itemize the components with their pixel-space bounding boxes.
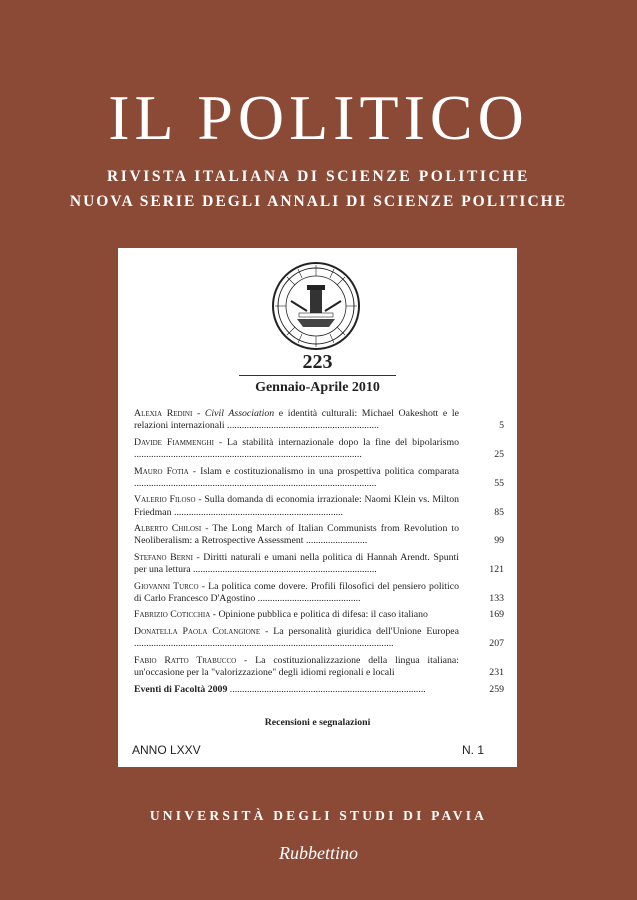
toc-author: Mauro Fotia: [134, 465, 189, 477]
toc-title: La politica come dovere. Profili filosofici del pensiero politico di Carlo Francesco D'Agostino: [134, 580, 459, 604]
toc-page: 5: [499, 420, 504, 432]
volume-year: ANNO LXXV: [132, 743, 201, 757]
toc-page: 133: [489, 592, 504, 604]
toc-title: Sulla domanda di economia irrazionale: Naomi Klein vs. Milton Friedman: [134, 494, 459, 518]
toc-page: 85: [494, 506, 504, 518]
reviews-heading: Recensioni e segnalazioni: [264, 717, 371, 728]
toc-title: Opinione pubblica e politica di difesa: il caso italiano: [218, 609, 428, 621]
contents-panel: [118, 248, 517, 767]
table-of-contents: [134, 408, 504, 700]
toc-author: Fabio Ratto Trabucco: [134, 654, 237, 666]
toc-author: Alberto Chilosi: [134, 523, 202, 535]
university-name: UNIVERSITÀ DEGLI STUDI DI PAVIA: [149, 808, 488, 823]
publisher-name: Rubbettino: [279, 843, 358, 863]
issue-date: Gennaio-Aprile 2010: [255, 380, 380, 395]
toc-entry: Davide Fiammenghi - La stabilità internazionale dopo la fine del bipolarismo ............................................................................................. 25: [134, 436, 504, 461]
toc-entry: Alberto Chilosi - The Long March of Italian Communists from Revolution to Neoliberalism: a Retrospective Assessment ......................... 99: [134, 523, 504, 547]
university-seal-icon: [271, 261, 361, 351]
toc-title-italic: Civil Association: [204, 408, 275, 419]
toc-entry: Mauro Fotia - Islam e costituzionalismo in una prospettiva politica comparata ................................................................................................... 55: [134, 465, 504, 489]
toc-page: 259: [489, 683, 504, 695]
toc-page: 231: [489, 667, 504, 679]
toc-author: Fabrizio Coticchia: [134, 609, 211, 621]
toc-author: Stefano Berni: [134, 551, 193, 563]
toc-title: Diritti naturali e umani nella politica di Hannah Arendt. Spunti per una lettura: [134, 551, 459, 576]
toc-author: Giovanni Turco: [134, 580, 199, 592]
toc-entry-events: Eventi di Facoltà 2009 ................................................................................ 259: [134, 683, 504, 695]
issue-no: N. 1: [461, 743, 484, 757]
toc-entry: Alexia Redini - Civil Association e identità culturali: Michael Oakeshott e le relazioni internazionali .............................................................. 5: [134, 408, 504, 432]
issue-number: 223: [302, 351, 333, 373]
toc-page: 207: [489, 638, 504, 650]
toc-page: 169: [489, 609, 504, 621]
journal-series: NUOVA SERIE DEGLI ANNALI DI SCIENZE POLITICHE: [69, 193, 568, 210]
toc-title: La stabilità internazionale dopo la fine del bipolarismo: [227, 436, 459, 448]
toc-page: 25: [494, 449, 504, 461]
toc-title: e identità culturali: Michael Oakeshott e le relazioni internazionali: [134, 408, 459, 432]
toc-entry: Fabio Ratto Trabucco - La costituzionalizzazione della lingua italiana: un'occasione per la "valorizzazione" degli idiomi regionali e locali 231: [134, 654, 504, 679]
toc-entry: Donatella Paola Colangione - La personalità giuridica dell'Unione Europea .......................................................................................................... 207: [134, 625, 504, 650]
events-label: Eventi di Facoltà 2009: [134, 683, 228, 695]
journal-subtitle: RIVISTA ITALIANA DI SCIENZE POLITICHE: [107, 168, 530, 185]
toc-entry: Giovanni Turco - La politica come dovere. Profili filosofici del pensiero politico di Carlo Francesco D'Agostino .......................................... 133: [134, 580, 504, 604]
toc-title: The Long March of Italian Communists from Revolution to Neoliberalism: a Retrospective Assessment: [134, 523, 459, 547]
toc-title: La costituzionalizzazione della lingua italiana: un'occasione per la "valorizzazione" degli idiomi regionali e locali: [134, 654, 459, 679]
toc-entry: Fabrizio Coticchia - Opinione pubblica e politica di difesa: il caso italiano 169: [134, 609, 504, 621]
toc-page: 55: [494, 477, 504, 489]
journal-title: IL POLITICO: [108, 82, 529, 153]
toc-title: Islam e costituzionalismo in una prospettiva politica comparata: [200, 465, 459, 477]
toc-title: La personalità giuridica dell'Unione Europea: [273, 625, 459, 637]
toc-author: Alexia Redini: [134, 408, 193, 419]
toc-entry: Valerio Filoso - Sulla domanda di economia irrazionale: Naomi Klein vs. Milton Friedman ..................................................................... 85: [134, 494, 504, 518]
toc-page: 121: [489, 564, 504, 576]
toc-author: Valerio Filoso: [134, 494, 196, 506]
toc-author: Davide Fiammenghi: [134, 436, 214, 448]
toc-entry: Stefano Berni - Diritti naturali e umani nella politica di Hannah Arendt. Spunti per una lettura ........................................................................... 121: [134, 551, 504, 576]
toc-page: 99: [494, 535, 504, 547]
toc-author: Donatella Paola Colangione: [134, 625, 261, 637]
divider: [239, 375, 396, 376]
